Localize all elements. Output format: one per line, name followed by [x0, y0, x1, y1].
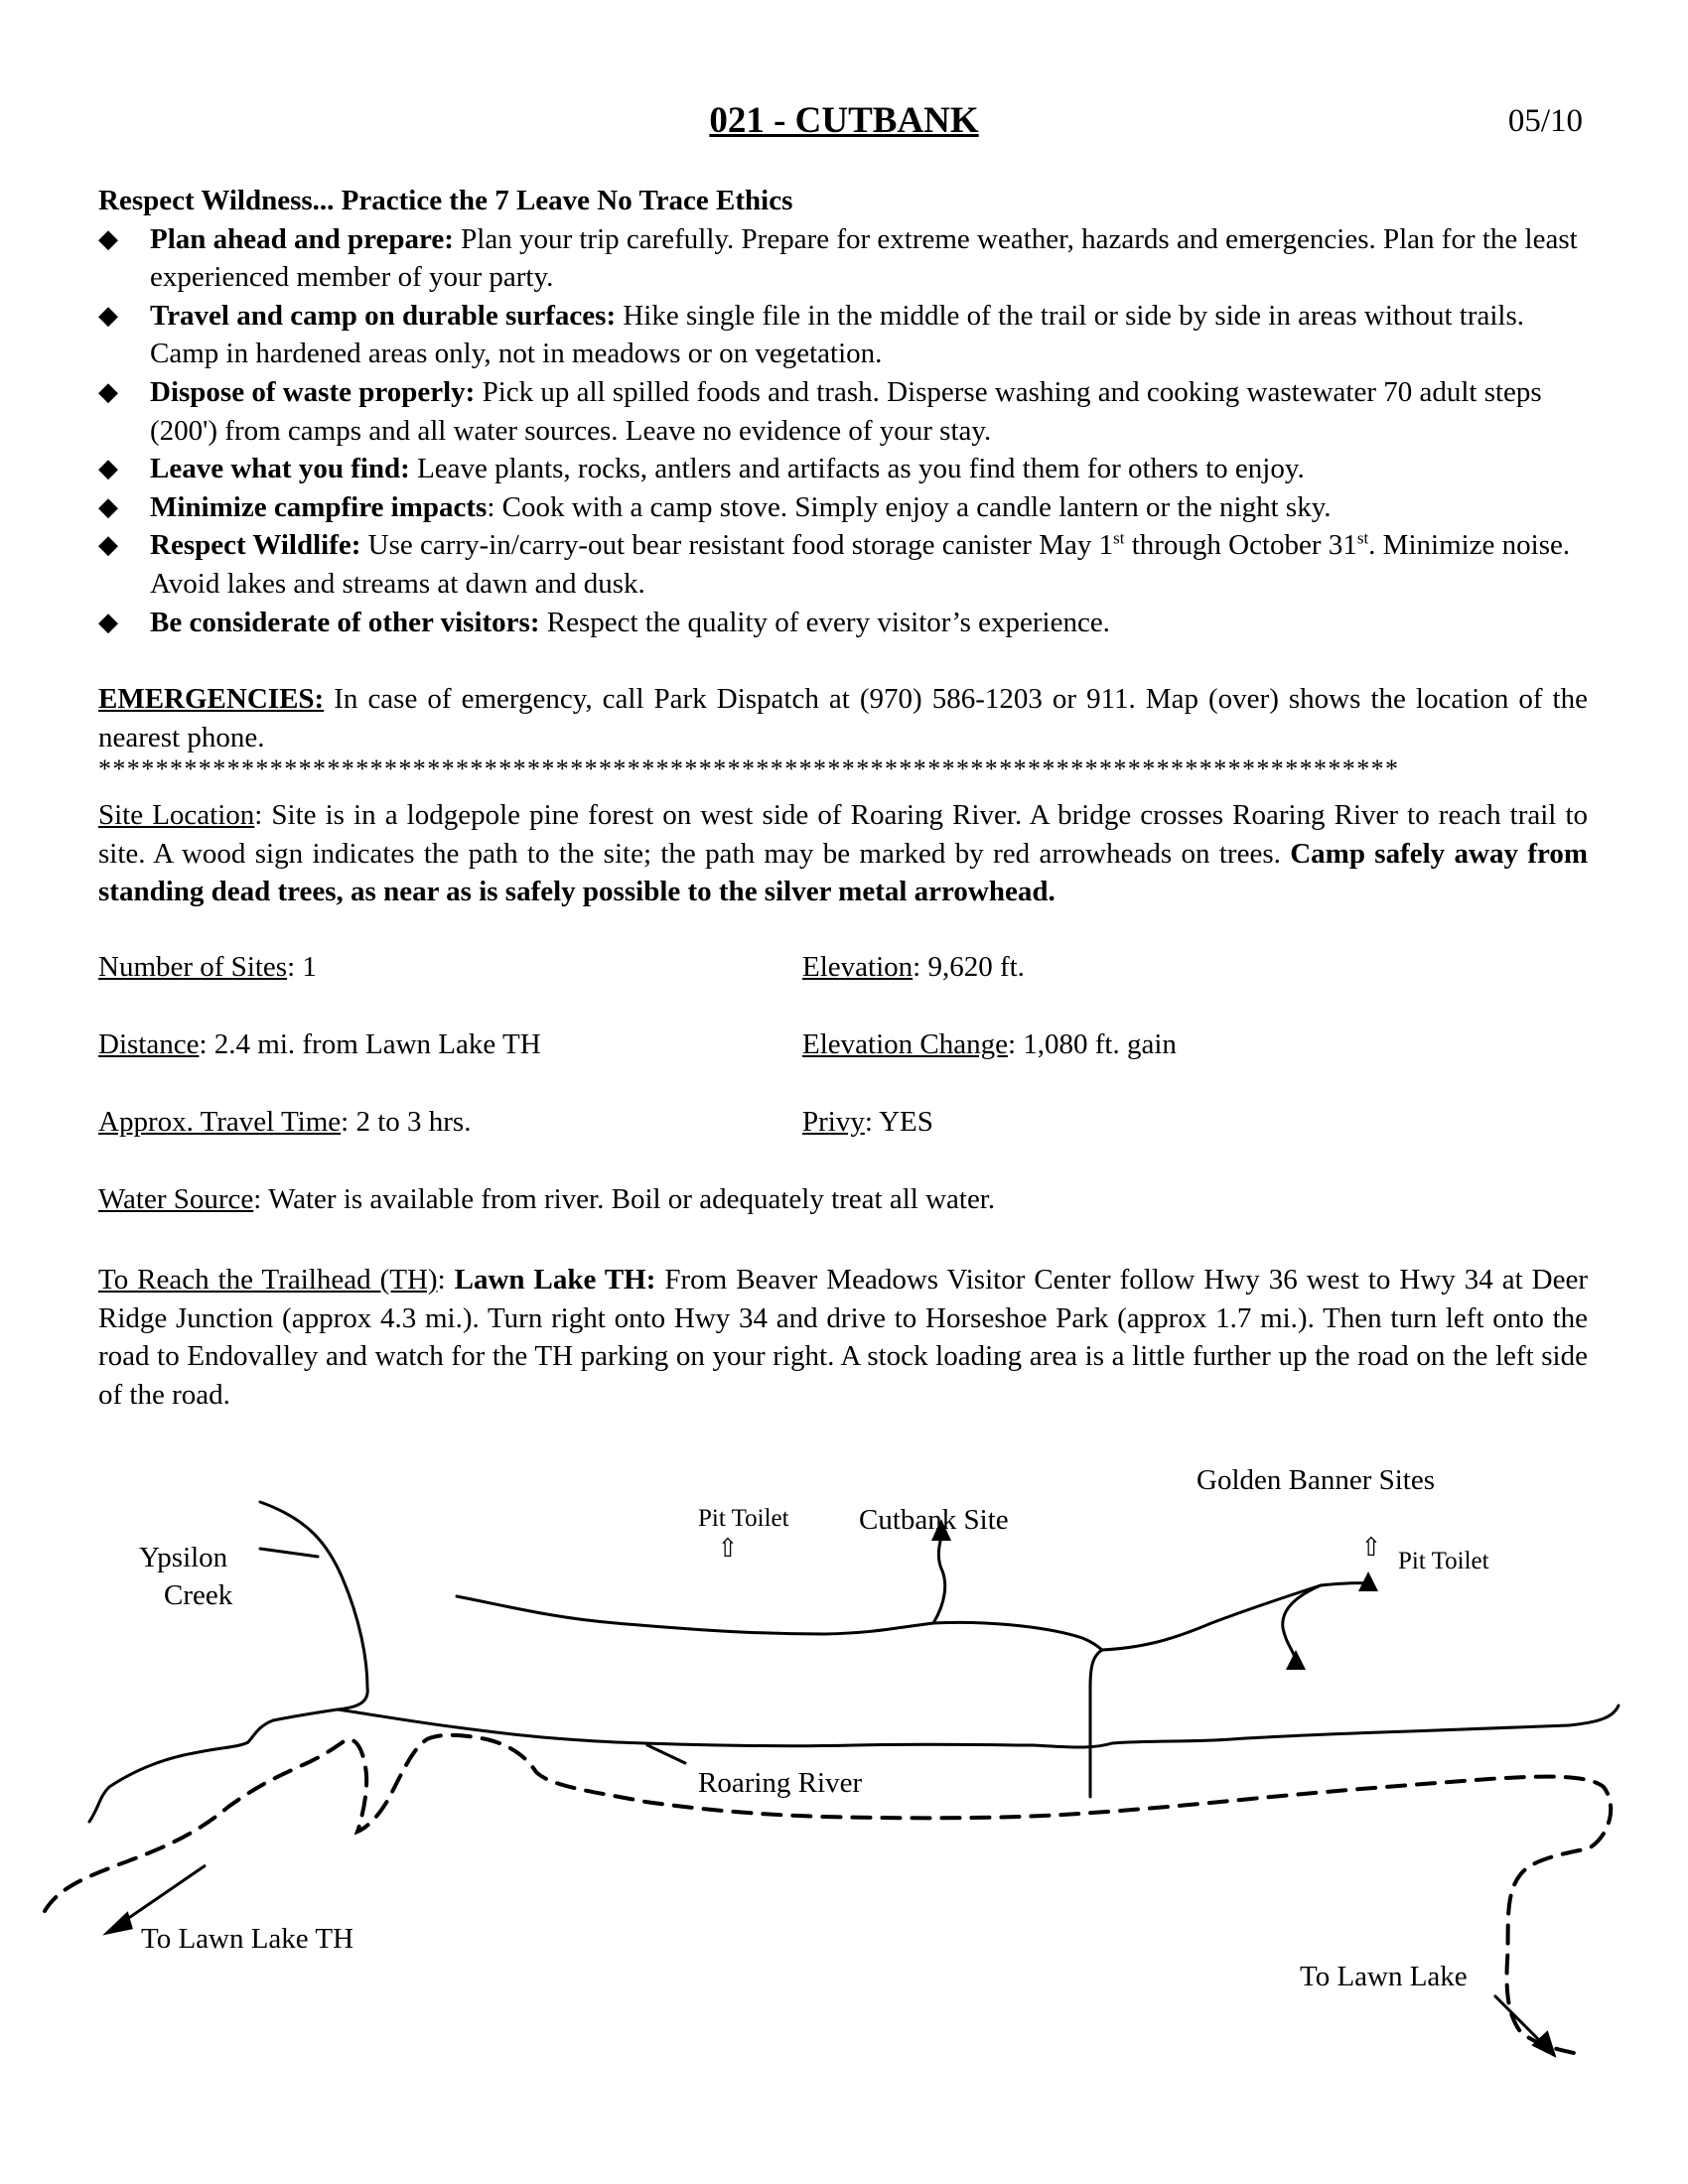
water-source: Water Source: Water is available from river. Boil or adequately treat all water. — [98, 1183, 996, 1215]
diamond-bullet-icon: ◆ — [98, 454, 118, 483]
star-divider: ******************************************************************************************* — [98, 754, 1400, 783]
distance: Distance: 2.4 mi. from Lawn Lake TH — [98, 1028, 541, 1060]
site-location-paragraph: Site Location: Site is in a lodgepole pine forest on west side of Roaring River. A bridge crosses Roaring River to reach trail to site. A wood sign indicates the path to the site; the path may be marked by red arrowheads on trees. Camp safely away from standing dead trees, as near as is safely possible to the silver metal arrowhead. — [98, 799, 1589, 908]
ypsilon-creek-label: Creek — [164, 1579, 233, 1611]
roaring-river-line — [89, 1706, 1618, 1822]
lnt-item: ◆ Travel and camp on durable surfaces: Hike single file in the middle of the trail or side by side in areas without trails. Camp in hardened areas only, not in meadows or on vegetation. — [98, 297, 1588, 373]
diamond-bullet-icon: ◆ — [98, 607, 118, 636]
diamond-bullet-icon: ◆ — [98, 223, 118, 253]
elevation: Elevation: 9,620 ft. — [802, 951, 1025, 983]
number-of-sites: Number of Sites: 1 — [98, 951, 317, 983]
lnt-item: ◆ Minimize campfire impacts: Cook with a camp stove. Simply enjoy a candle lantern or the night sky. — [98, 488, 1588, 527]
arrow-head-th-icon — [107, 1914, 131, 1933]
revision-date: 05/10 — [1507, 103, 1583, 139]
diamond-bullet-icon: ◆ — [98, 491, 118, 521]
cutbank-spur-line — [933, 1537, 945, 1623]
lnt-item: ◆ Leave what you find: Leave plants, rocks, antlers and artifacts as you find them for others to enjoy. — [98, 450, 1588, 488]
privy: Privy: YES — [802, 1106, 933, 1138]
pit-toilet-icon: ⇧ — [1360, 1533, 1382, 1562]
diamond-bullet-icon: ◆ — [98, 376, 118, 406]
arrow-to-lawn-lake-th — [117, 1865, 206, 1926]
pit-toilet-icon: ⇧ — [717, 1534, 739, 1563]
pit-toilet-label: Pit Toilet — [698, 1505, 789, 1532]
travel-time: Approx. Travel Time: 2 to 3 hrs. — [98, 1106, 472, 1138]
ypsilon-creek-line — [260, 1502, 367, 1709]
golden-banner-label: Golden Banner Sites — [1196, 1464, 1436, 1496]
diamond-bullet-icon: ◆ — [98, 530, 118, 560]
pit-toilet-label: Pit Toilet — [1398, 1548, 1489, 1574]
diamond-bullet-icon: ◆ — [98, 300, 118, 330]
emergencies-paragraph: EMERGENCIES: In case of emergency, call Park Dispatch at (970) 586-1203 or 911. Map (over) shows the location of the nearest phone. — [98, 683, 1588, 753]
bridge-connector-line — [1090, 1650, 1102, 1797]
lnt-heading: Respect Wildness... Practice the 7 Leave No Trace Ethics — [98, 185, 793, 216]
elevation-change: Elevation Change: 1,080 ft. gain — [802, 1028, 1177, 1060]
golden-banner-site-marker-icon — [1358, 1571, 1378, 1591]
roaring-river-label-pointer — [647, 1745, 685, 1763]
ypsilon-label-pointer — [260, 1549, 318, 1557]
lnt-item: ◆ Plan ahead and prepare: Plan your trip carefully. Prepare for extreme weather, hazards and emergencies. Plan for the least experienced member of your party. — [98, 220, 1588, 297]
lnt-item: ◆ Be considerate of other visitors: Respect the quality of every visitor’s experience. — [98, 604, 1588, 642]
ypsilon-creek-label: Ypsilon — [139, 1542, 228, 1573]
golden-banner-site-marker-icon — [1286, 1650, 1306, 1670]
to-lawn-lake-th-label: To Lawn Lake TH — [141, 1923, 354, 1955]
upper-trail-line — [457, 1583, 1368, 1650]
trailhead-paragraph: To Reach the Trailhead (TH): Lawn Lake TH: From Beaver Meadows Visitor Center follow Hwy 36 west to Hwy 34 at Deer Ridge Junction (approx 4.3 mi.). Turn right onto Hwy 34 and drive to Horseshoe Park (approx 1.7 mi.). Then turn left onto the road to Endovalley and watch for the TH parking on your right. A stock loading area is a little further up the road on the left side of the road. — [98, 1264, 1589, 1411]
to-lawn-lake-label: To Lawn Lake — [1300, 1961, 1468, 1992]
page-title: 021 - CUTBANK — [709, 100, 979, 141]
lnt-item-wildlife: ◆ Respect Wildlife: Use carry-in/carry-out bear resistant food storage canister May 1st through October 31st. Minimize noise. Avoid lakes and streams at dawn and dusk. — [98, 526, 1588, 603]
cutbank-site-label: Cutbank Site — [859, 1504, 1009, 1536]
roaring-river-label: Roaring River — [698, 1767, 863, 1799]
lnt-item: ◆ Dispose of waste properly: Pick up all spilled foods and trash. Disperse washing and cooking wastewater 70 adult steps (200') from camps and all water sources. Leave no evidence of your stay. — [98, 373, 1588, 450]
